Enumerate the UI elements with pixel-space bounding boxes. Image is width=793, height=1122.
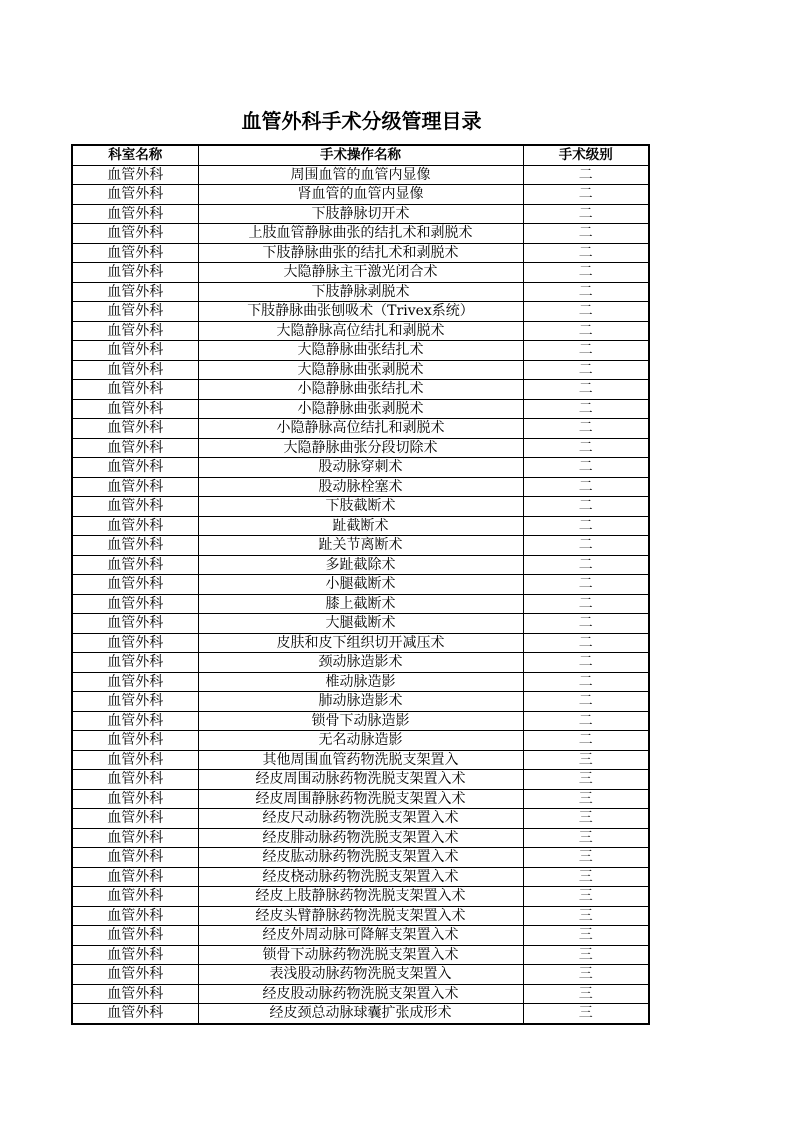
procedure-name-cell: 膝上截断术	[198, 594, 523, 614]
department-cell: 血管外科	[72, 653, 198, 673]
procedure-name-cell: 表浅股动脉药物洗脱支架置入	[198, 965, 523, 985]
surgery-level-cell: 三	[523, 770, 649, 790]
surgery-level-cell: 二	[523, 321, 649, 341]
department-cell: 血管外科	[72, 750, 198, 770]
procedure-name-cell: 小隐静脉高位结扎和剥脱术	[198, 419, 523, 439]
table-row	[72, 672, 649, 692]
surgery-level-cell: 二	[523, 653, 649, 673]
surgery-level-cell: 二	[523, 341, 649, 361]
table-row	[72, 926, 649, 946]
table-row	[72, 848, 649, 868]
surgery-level-cell: 二	[523, 165, 649, 185]
table-row	[72, 302, 649, 322]
surgery-level-cell: 二	[523, 555, 649, 575]
procedure-name-cell: 肾血管的血管内显像	[198, 185, 523, 205]
surgery-level-cell: 二	[523, 477, 649, 497]
table-row	[72, 321, 649, 341]
table-row	[72, 204, 649, 224]
table-row	[72, 750, 649, 770]
surgery-level-cell: 三	[523, 965, 649, 985]
table-row	[72, 711, 649, 731]
surgery-level-cell: 二	[523, 204, 649, 224]
table-row	[72, 887, 649, 907]
procedure-name-cell: 锁骨下动脉造影	[198, 711, 523, 731]
surgery-level-cell: 二	[523, 458, 649, 478]
table-row	[72, 731, 649, 751]
surgery-level-cell: 二	[523, 243, 649, 263]
department-cell: 血管外科	[72, 477, 198, 497]
department-cell: 血管外科	[72, 945, 198, 965]
procedure-name-cell: 经皮外周动脉可降解支架置入术	[198, 926, 523, 946]
department-cell: 血管外科	[72, 341, 198, 361]
department-cell: 血管外科	[72, 828, 198, 848]
department-cell: 血管外科	[72, 224, 198, 244]
table-row	[72, 516, 649, 536]
department-cell: 血管外科	[72, 185, 198, 205]
procedure-name-cell: 大隐静脉曲张剥脱术	[198, 360, 523, 380]
table-row	[72, 594, 649, 614]
procedure-name-cell: 下肢截断术	[198, 497, 523, 517]
procedure-name-cell: 小隐静脉曲张剥脱术	[198, 399, 523, 419]
surgery-level-cell: 二	[523, 672, 649, 692]
table-row	[72, 185, 649, 205]
procedure-name-cell: 无名动脉造影	[198, 731, 523, 751]
department-cell: 血管外科	[72, 165, 198, 185]
procedure-name-cell: 趾关节离断术	[198, 536, 523, 556]
procedure-name-cell: 小腿截断术	[198, 575, 523, 595]
surgery-level-cell: 二	[523, 575, 649, 595]
department-cell: 血管外科	[72, 1004, 198, 1024]
department-cell: 血管外科	[72, 887, 198, 907]
department-cell: 血管外科	[72, 282, 198, 302]
surgery-level-cell: 三	[523, 1004, 649, 1024]
table-row	[72, 282, 649, 302]
department-cell: 血管外科	[72, 204, 198, 224]
procedure-name-cell: 下肢静脉曲张的结扎术和剥脱术	[198, 243, 523, 263]
table-row	[72, 243, 649, 263]
procedure-name-cell: 经皮颈总动脉球囊扩张成形术	[198, 1004, 523, 1024]
department-cell: 血管外科	[72, 380, 198, 400]
procedure-name-cell: 大隐静脉曲张结扎术	[198, 341, 523, 361]
surgery-level-cell: 二	[523, 633, 649, 653]
surgery-level-cell: 二	[523, 692, 649, 712]
surgery-level-cell: 三	[523, 867, 649, 887]
department-cell: 血管外科	[72, 594, 198, 614]
table-row	[72, 809, 649, 829]
table-row	[72, 867, 649, 887]
department-cell: 血管外科	[72, 731, 198, 751]
table-row	[72, 614, 649, 634]
procedure-name-cell: 小隐静脉曲张结扎术	[198, 380, 523, 400]
surgery-level-cell: 二	[523, 380, 649, 400]
table-row	[72, 653, 649, 673]
table-row	[72, 360, 649, 380]
procedure-name-cell: 经皮尺动脉药物洗脱支架置入术	[198, 809, 523, 829]
department-cell: 血管外科	[72, 906, 198, 926]
surgery-level-cell: 三	[523, 887, 649, 907]
procedure-name-cell: 下肢静脉切开术	[198, 204, 523, 224]
department-cell: 血管外科	[72, 321, 198, 341]
surgery-level-cell: 二	[523, 185, 649, 205]
table-row	[72, 945, 649, 965]
procedure-name-cell: 椎动脉造影	[198, 672, 523, 692]
surgery-level-cell: 二	[523, 594, 649, 614]
department-cell: 血管外科	[72, 419, 198, 439]
surgery-level-cell: 三	[523, 750, 649, 770]
procedure-name-cell: 多趾截除术	[198, 555, 523, 575]
surgery-level-cell: 二	[523, 536, 649, 556]
procedure-name-cell: 经皮桡动脉药物洗脱支架置入术	[198, 867, 523, 887]
table-row	[72, 458, 649, 478]
table-row	[72, 536, 649, 556]
surgery-level-cell: 三	[523, 945, 649, 965]
department-cell: 血管外科	[72, 672, 198, 692]
department-cell: 血管外科	[72, 302, 198, 322]
surgery-level-cell: 三	[523, 926, 649, 946]
surgery-grading-table	[71, 144, 650, 1025]
table-row	[72, 906, 649, 926]
department-cell: 血管外科	[72, 360, 198, 380]
surgery-level-cell: 三	[523, 828, 649, 848]
table-row	[72, 419, 649, 439]
procedure-name-cell: 股动脉穿刺术	[198, 458, 523, 478]
department-cell: 血管外科	[72, 789, 198, 809]
header-procedure-name: 手术操作名称	[198, 145, 523, 165]
procedure-name-cell: 经皮周围动脉药物洗脱支架置入术	[198, 770, 523, 790]
surgery-level-cell: 二	[523, 497, 649, 517]
table-row	[72, 263, 649, 283]
table-row	[72, 438, 649, 458]
page-title: 血管外科手术分级管理目录	[241, 109, 482, 133]
procedure-name-cell: 经皮股动脉药物洗脱支架置入术	[198, 984, 523, 1004]
surgery-level-cell: 二	[523, 224, 649, 244]
department-cell: 血管外科	[72, 770, 198, 790]
surgery-level-cell: 二	[523, 731, 649, 751]
department-cell: 血管外科	[72, 614, 198, 634]
procedure-name-cell: 下肢静脉曲张刨吸术（Trivex系统）	[198, 302, 523, 322]
department-cell: 血管外科	[72, 555, 198, 575]
department-cell: 血管外科	[72, 984, 198, 1004]
department-cell: 血管外科	[72, 711, 198, 731]
header-surgery-level: 手术级别	[523, 145, 649, 165]
department-cell: 血管外科	[72, 458, 198, 478]
procedure-name-cell: 下肢静脉剥脱术	[198, 282, 523, 302]
surgery-level-cell: 二	[523, 614, 649, 634]
table-row	[72, 399, 649, 419]
surgery-level-cell: 二	[523, 438, 649, 458]
surgery-level-cell: 三	[523, 984, 649, 1004]
table-header-row	[72, 145, 649, 165]
department-cell: 血管外科	[72, 243, 198, 263]
department-cell: 血管外科	[72, 692, 198, 712]
department-cell: 血管外科	[72, 965, 198, 985]
table-row	[72, 477, 649, 497]
procedure-name-cell: 经皮肱动脉药物洗脱支架置入术	[198, 848, 523, 868]
procedure-name-cell: 皮肤和皮下组织切开减压术	[198, 633, 523, 653]
department-cell: 血管外科	[72, 575, 198, 595]
table-row	[72, 165, 649, 185]
procedure-name-cell: 经皮腓动脉药物洗脱支架置入术	[198, 828, 523, 848]
table-row	[72, 555, 649, 575]
surgery-level-cell: 二	[523, 711, 649, 731]
table-row	[72, 380, 649, 400]
department-cell: 血管外科	[72, 926, 198, 946]
department-cell: 血管外科	[72, 848, 198, 868]
surgery-level-cell: 二	[523, 399, 649, 419]
department-cell: 血管外科	[72, 438, 198, 458]
department-cell: 血管外科	[72, 497, 198, 517]
department-cell: 血管外科	[72, 516, 198, 536]
surgery-level-cell: 二	[523, 282, 649, 302]
surgery-level-cell: 二	[523, 263, 649, 283]
header-department: 科室名称	[72, 145, 198, 165]
surgery-level-cell: 二	[523, 302, 649, 322]
table-row	[72, 224, 649, 244]
table-row	[72, 497, 649, 517]
department-cell: 血管外科	[72, 399, 198, 419]
surgery-level-cell: 二	[523, 419, 649, 439]
department-cell: 血管外科	[72, 809, 198, 829]
procedure-name-cell: 大隐静脉曲张分段切除术	[198, 438, 523, 458]
department-cell: 血管外科	[72, 263, 198, 283]
surgery-level-cell: 二	[523, 360, 649, 380]
table-row	[72, 789, 649, 809]
table-row	[72, 575, 649, 595]
table-row	[72, 984, 649, 1004]
department-cell: 血管外科	[72, 536, 198, 556]
table-row	[72, 1004, 649, 1024]
procedure-name-cell: 经皮上肢静脉药物洗脱支架置入术	[198, 887, 523, 907]
procedure-name-cell: 颈动脉造影术	[198, 653, 523, 673]
table-row	[72, 828, 649, 848]
procedure-name-cell: 经皮周围静脉药物洗脱支架置入术	[198, 789, 523, 809]
procedure-name-cell: 肺动脉造影术	[198, 692, 523, 712]
table-row	[72, 633, 649, 653]
procedure-name-cell: 股动脉栓塞术	[198, 477, 523, 497]
surgery-level-cell: 三	[523, 789, 649, 809]
procedure-name-cell: 周围血管的血管内显像	[198, 165, 523, 185]
procedure-name-cell: 上肢血管静脉曲张的结扎术和剥脱术	[198, 224, 523, 244]
surgery-level-cell: 二	[523, 516, 649, 536]
surgery-level-cell: 三	[523, 809, 649, 829]
procedure-name-cell: 趾截断术	[198, 516, 523, 536]
procedure-name-cell: 其他周围血管药物洗脱支架置入	[198, 750, 523, 770]
procedure-name-cell: 大隐静脉高位结扎和剥脱术	[198, 321, 523, 341]
table-row	[72, 692, 649, 712]
procedure-name-cell: 经皮头臂静脉药物洗脱支架置入术	[198, 906, 523, 926]
table-row	[72, 341, 649, 361]
table-row	[72, 770, 649, 790]
procedure-name-cell: 大腿截断术	[198, 614, 523, 634]
procedure-name-cell: 锁骨下动脉药物洗脱支架置入术	[198, 945, 523, 965]
procedure-name-cell: 大隐静脉主干激光闭合术	[198, 263, 523, 283]
department-cell: 血管外科	[72, 633, 198, 653]
table-row	[72, 965, 649, 985]
surgery-level-cell: 三	[523, 906, 649, 926]
surgery-level-cell: 三	[523, 848, 649, 868]
department-cell: 血管外科	[72, 867, 198, 887]
